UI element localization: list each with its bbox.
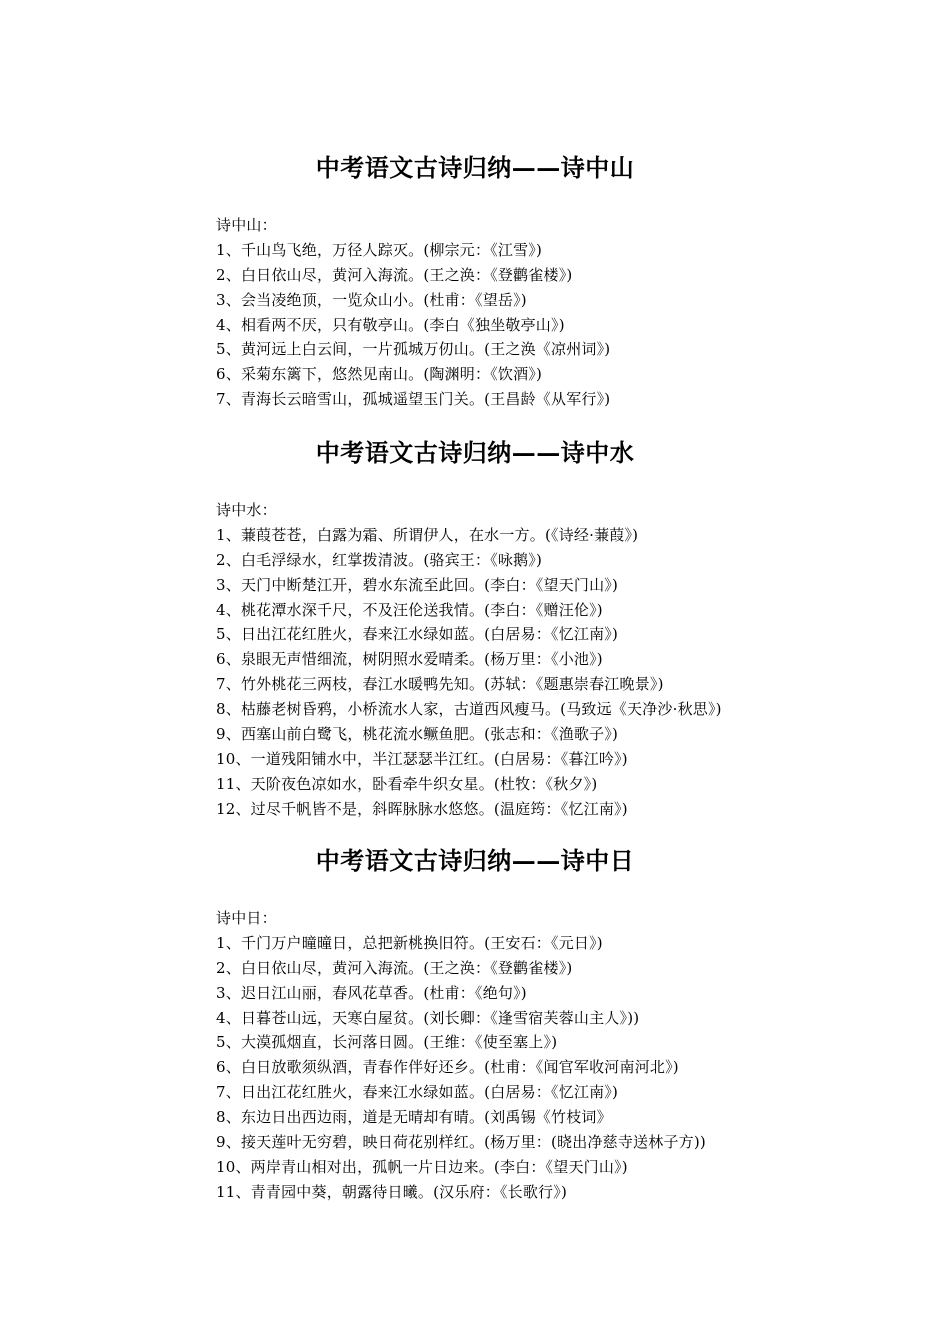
section-body <box>216 498 950 822</box>
section-label: 诗中山： <box>216 216 277 234</box>
poem-line: 11、青青园中葵，朝露待日曦。(汉乐府：《长歌行》) <box>216 1182 567 1201</box>
section-mountain <box>0 153 950 412</box>
poem-line: 1、蒹葭苍苍，白露为霜、所谓伊人，在水一方。(《诗经·蒹葭》) <box>216 525 639 544</box>
section-body <box>216 906 950 1205</box>
poem-line: 5、大漠孤烟直，长河落日圆。(王维：《使至塞上》) <box>216 1033 558 1052</box>
poem-line: 2、白日依山尽，黄河入海流。(王之涣：《登鹳雀楼》) <box>216 958 573 977</box>
section-title: 中考语文古诗归纳——诗中水 <box>315 438 635 467</box>
section-label: 诗中日： <box>216 909 277 927</box>
section-title: 中考语文古诗归纳——诗中日 <box>315 846 635 875</box>
poem-line: 10、两岸青山相对出，孤帆一片日边来。(李白：《望天门山》) <box>216 1157 628 1176</box>
poem-line: 4、相看两不厌，只有敬亭山。(李白《独坐敬亭山》) <box>216 315 565 334</box>
poem-line: 10、一道残阳铺水中，半江瑟瑟半江红。(白居易：《暮江吟》) <box>216 749 628 768</box>
section-body <box>216 213 950 412</box>
poem-line: 8、枯藤老树昏鸦，小桥流水人家，古道西风瘦马。(马致远《天净沙·秋思》) <box>216 700 722 719</box>
poem-line: 11、天阶夜色凉如水，卧看牵牛织女星。(杜牧：《秋夕》) <box>216 774 598 793</box>
poem-line: 1、千山鸟飞绝，万径人踪灭。(柳宗元：《江雪》) <box>216 240 543 259</box>
section-sun <box>0 846 950 1205</box>
section-title: 中考语文古诗归纳——诗中山 <box>315 153 635 182</box>
section-label: 诗中水： <box>216 501 277 519</box>
poem-line: 4、桃花潭水深千尺，不及汪伦送我情。(李白：《赠汪伦》) <box>216 600 603 619</box>
poem-line: 6、白日放歌须纵酒，青春作伴好还乡。(杜甫：《闻官军收河南河北》) <box>216 1058 679 1077</box>
poem-line: 7、日出江花红胜火，春来江水绿如蓝。(白居易：《忆江南》) <box>216 1083 619 1102</box>
poem-line: 5、日出江花红胜火，春来江水绿如蓝。(白居易：《忆江南》) <box>216 625 619 644</box>
poem-line: 9、西塞山前白鹭飞，桃花流水鳜鱼肥。(张志和：《渔歌子》) <box>216 725 619 744</box>
poem-line: 5、黄河远上白云间，一片孤城万仞山。(王之涣《凉州词》) <box>216 340 611 359</box>
poem-line: 4、日暮苍山远，天寒白屋贫。(刘长卿：《逢雪宿芙蓉山主人》)) <box>216 1008 640 1027</box>
poem-line: 1、千门万户曈曈日，总把新桃换旧符。(王安石：《元日》) <box>216 933 603 952</box>
poem-line: 12、过尽千帆皆不是，斜晖脉脉水悠悠。(温庭筠：《忆江南》) <box>216 799 628 818</box>
poem-line: 3、迟日江山丽，春风花草香。(杜甫：《绝句》) <box>216 983 527 1002</box>
poem-line: 2、白日依山尽，黄河入海流。(王之涣：《登鹳雀楼》) <box>216 265 573 284</box>
poem-line: 9、接天莲叶无穷碧，映日荷花别样红。(杨万里：(晓出净慈寺送林子方)) <box>216 1133 706 1152</box>
poem-line: 2、白毛浮绿水，红掌拨清波。(骆宾王：《咏鹅》) <box>216 550 543 569</box>
poem-line: 7、竹外桃花三两枝，春江水暖鸭先知。(苏轼：《题惠崇春江晚景》) <box>216 675 664 694</box>
poem-line: 6、泉眼无声惜细流，树阴照水爱晴柔。(杨万里：《小池》) <box>216 650 603 669</box>
poem-line: 3、天门中断楚江开，碧水东流至此回。(李白：《望天门山》) <box>216 575 619 594</box>
poem-line: 3、会当凌绝顶，一览众山小。(杜甫：《望岳》) <box>216 290 527 309</box>
poem-line: 7、青海长云暗雪山，孤城遥望玉门关。(王昌龄《从军行》) <box>216 390 611 409</box>
poem-line: 8、东边日出西边雨，道是无晴却有晴。(刘禹锡《竹枝词》 <box>216 1108 612 1127</box>
section-water <box>0 438 950 822</box>
poem-line: 6、采菊东篱下，悠然见南山。(陶渊明：《饮酒》) <box>216 365 543 384</box>
